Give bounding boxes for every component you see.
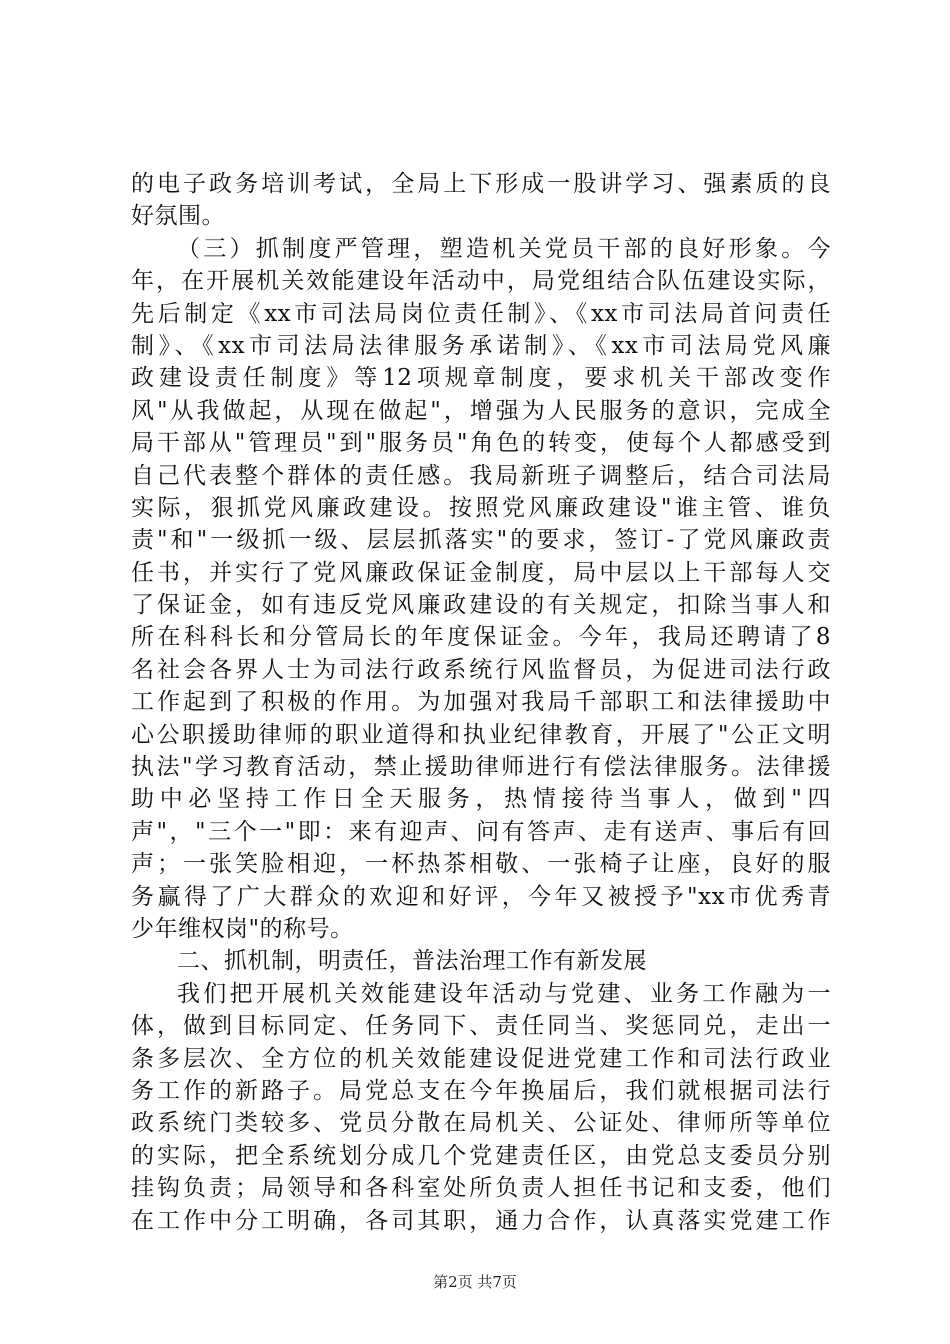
- text-line: 了保证金，如有违反党风廉政建设的有关规定，扣除当事人和: [131, 592, 831, 619]
- text-line: 务赢得了广大群众的欢迎和好评，今年又被授予"xx市优秀青: [131, 883, 831, 910]
- text-line: 挂钩负责；局领导和各科室处所负责人担任书记和支委，他们: [131, 1175, 831, 1202]
- text-line: 所在科科长和分管局长的年度保证金。今年，我局还聘请了8: [131, 624, 831, 651]
- text-line: 政系统门类较多、党员分散在局机关、公证处、律师所等单位: [131, 1110, 831, 1137]
- text-line: 少年维权岗"的称号。: [131, 915, 354, 942]
- text-line: 执法"学习教育活动，禁止援助律师进行有偿法律服务。法律援: [131, 754, 831, 781]
- page-footer: 第2页 共7页: [433, 1273, 517, 1291]
- text-line: 任书，并实行了党风廉政保证金制度，局中层以上干部每人交: [131, 559, 831, 586]
- text-line: 声"，"三个一"即：来有迎声、问有答声、走有送声、事后有回: [131, 818, 831, 845]
- text-line: 风"从我做起，从现在做起"，增强为人民服务的意识，完成全: [131, 397, 831, 424]
- text-line: 名社会各界人士为司法行政系统行风监督员，为促进司法行政: [131, 656, 831, 683]
- body-text: [131, 168, 831, 1237]
- text-line: 的电子政务培训考试，全局上下形成一股讲学习、强素质的良: [131, 171, 831, 197]
- text-line: 政建设责任制度》等12项规章制度，要求机关干部改变作: [131, 365, 831, 392]
- text-line: 好氛围。: [131, 203, 225, 230]
- text-line: 二、抓机制，明责任，普法治理工作有新发展: [177, 948, 647, 975]
- text-line: 条多层次、全方位的机关效能建设促进党建工作和司法行政业: [131, 1045, 831, 1072]
- text-line: 年，在开展机关效能建设年活动中，局党组结合队伍建设实际，: [131, 268, 831, 295]
- text-line: 自己代表整个群体的责任感。我局新班子调整后，结合司法局: [131, 462, 831, 489]
- text-line: 心公职援助律师的职业道得和执业纪律教育，开展了"公正文明: [131, 721, 831, 748]
- text-line: 在工作中分工明确，各司其职，通力合作，认真落实党建工作: [131, 1207, 831, 1234]
- text-line: 我们把开展机关效能建设年活动与党建、业务工作融为一: [177, 980, 831, 1007]
- text-line: 务工作的新路子。局党总支在今年换届后，我们就根据司法行: [131, 1077, 831, 1104]
- text-line: 实际，狠抓党风廉政建设。按照党风廉政建设"谁主管、谁负: [131, 494, 831, 521]
- text-line: 体，做到目标同定、任务同下、责任同当、奖惩同兑，走出一: [131, 1013, 831, 1040]
- text-line: 的实际，把全系统划分成几个党建责任区，由党总支委员分别: [131, 1142, 831, 1169]
- text-line: 工作起到了积极的作用。为加强对我局千部职工和法律援助中: [131, 689, 831, 716]
- text-line: 先后制定《xx市司法局岗位责任制》、《xx市司法局首问责任: [131, 300, 831, 327]
- text-line: （三）抓制度严管理，塑造机关党员干部的良好形象。今: [177, 235, 831, 262]
- text-line: 局干部从"管理员"到"服务员"角色的转变，使每个人都感受到: [131, 430, 831, 457]
- text-line: 声；一张笑脸相迎，一杯热茶相敬、一张椅子让座，良好的服: [131, 851, 831, 878]
- text-line: 责"和"一级抓一级、层层抓落实"的要求，签订-了党风廉政责: [131, 527, 831, 554]
- text-line: 助中必坚持工作日全天服务，热情接待当事人，做到"四: [131, 786, 831, 813]
- text-line: 制》、《xx市司法局法律服务承诺制》、《xx市司法局党风廉: [131, 332, 831, 359]
